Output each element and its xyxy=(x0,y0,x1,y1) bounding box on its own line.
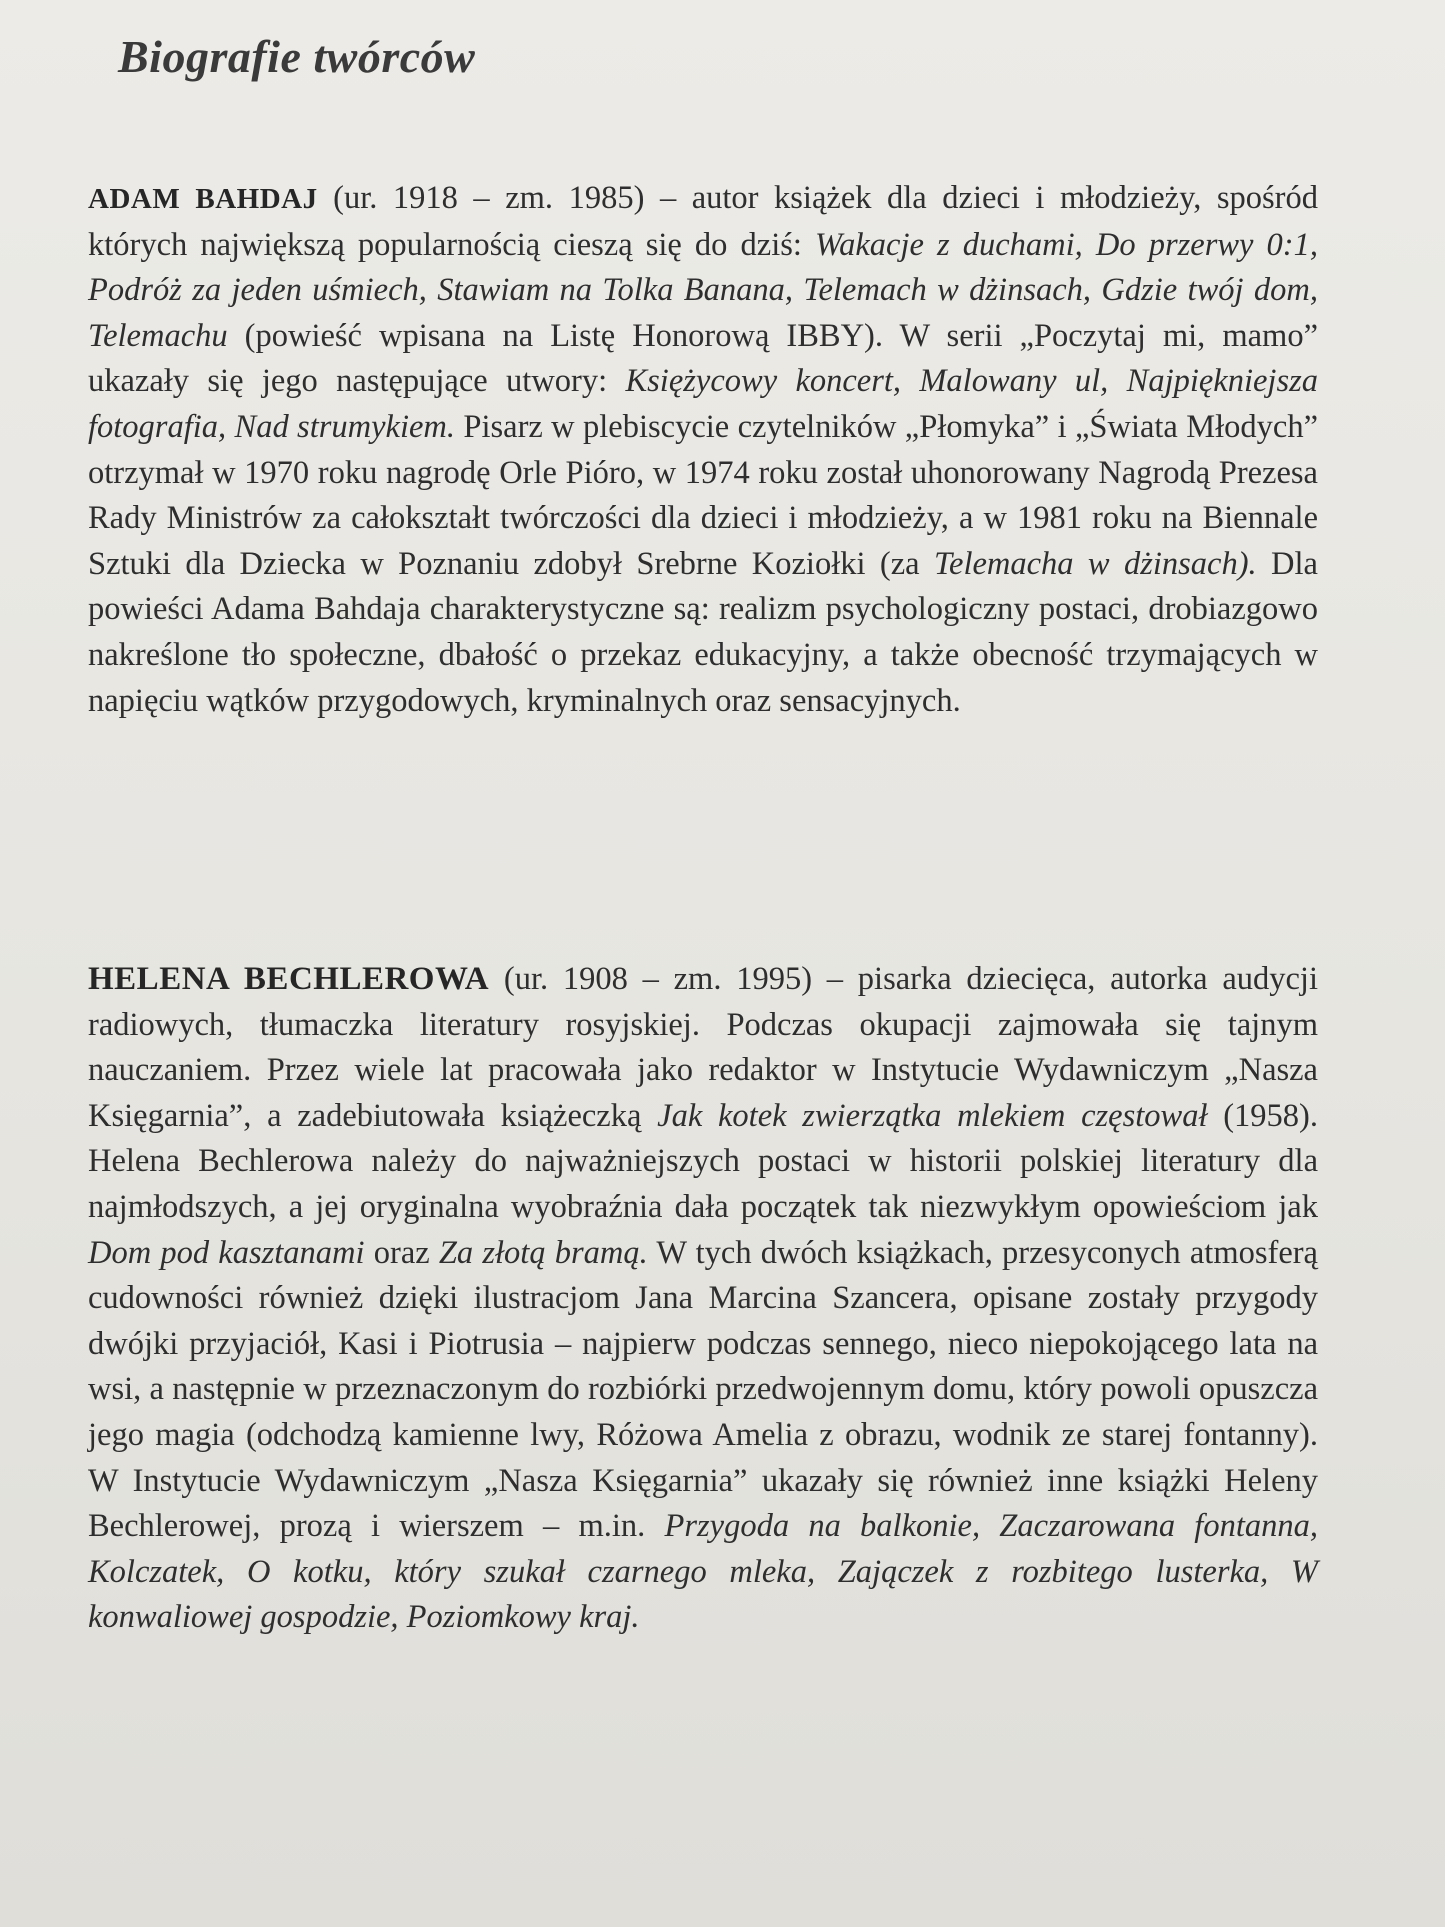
book-titles: Dom pod kasztanami xyxy=(88,1234,365,1271)
book-titles: Za złotą bramą. xyxy=(438,1234,648,1271)
bio-text: (ur. 1918 – zm. 1985) – autor książek dla dzieci i młodzieży, spośród których największą popularnością cieszą się do dziś: xyxy=(88,180,1318,263)
bio-text: (powieść wpisana na Listę Honorową IBBY). W serii „Poczytaj mi, mamo” ukazały się jego następujące utwory: xyxy=(88,317,1318,400)
bio-text: W tych dwóch książkach, przesyconych atmosferą cudowności również dzięki ilustracjom Jana Marcina Szancera, opisane zostały przygody dwójki przyjaciół, Kasi i Piotrusia – najpierw podczas sennego, nieco niepokojącego lata na wsi, a następnie w przeznaczonym do rozbiórki przedwojennym domu, który powoli opuszcza jego magia (odchodzą kamienne lwy, Różowa Amelia z obrazu, wodnik ze starej fontanny). W Instytucie Wydawniczym „Nasza Księgarnia” ukazały się również inne książki Heleny Bechlerowej, prozą i wierszem – m.in. xyxy=(88,1234,1318,1545)
bio-text: Pisarz w plebiscycie czytelników „Płomyka” i „Świata Młodych” otrzymał w 1970 roku nagrodę Orle Pióro, w 1974 roku został uhonorowany Nagrodą Prezesa Rady Ministrów za całokształt twórczości dla dzieci i młodzieży, a w 1981 roku na Biennale Sztuki dla Dziecka w Poznaniu zdobył Srebrne Koziołki (za xyxy=(88,408,1319,582)
book-titles: Księżycowy koncert, Malowany ul, Najpiękniejsza fotografia, Nad strumykiem. xyxy=(88,363,1319,445)
book-titles: Telemacha w dżinsach). xyxy=(933,545,1257,582)
author-name: ADAM BAHDAJ xyxy=(88,183,318,215)
bio-text: oraz xyxy=(364,1234,439,1271)
book-titles: Wakacje z duchami, Do przerwy 0:1, Podróż za jeden uśmiech, Stawiam na Tolka Banana, Telemach w dżinsach, Gdzie twój dom, Telemachu xyxy=(88,226,1318,354)
author-name: HELENA BECHLEROWA xyxy=(88,961,490,997)
page-title: Biografie twórców xyxy=(118,31,476,82)
bio-text: (1958). Helena Bechlerowa należy do najważniejszych postaci w historii polskiej literatury dla najmłodszych, a jej oryginalna wyobraźnia dała początek tak niezwykłym opowieściom jak xyxy=(88,1097,1318,1225)
bio-text: (ur. 1908 – zm. 1995) – pisarka dziecięca, autorka audycji radiowych, tłumaczka literatury rosyjskiej. Podczas okupacji zajmowała się tajnym nauczaniem. Przez wiele lat pracowała jako redaktor w Instytucie Wydawniczym „Nasza Księgarnia”, a zadebiutowała książeczką xyxy=(88,961,1318,1134)
book-titles: Przygoda na balkonie, Zaczarowana fontanna, Kolczatek, O kotku, który szukał czarnego mleka, Zajączek z rozbitego lusterka, W konwaliowej gospodzie, Poziomkowy kraj. xyxy=(88,1508,1318,1636)
biography-paragraph-bechlerowa xyxy=(88,957,1318,1641)
bio-text: Dla powieści Adama Bahdaja charakterystyczne są: realizm psychologiczny postaci, drobiazgowo nakreślone tło społeczne, dbałość o przekaz edukacyjny, a także obecność trzymających w napięciu wątków przygodowych, kryminalnych oraz sensacyjnych. xyxy=(88,545,1318,719)
biography-paragraph-bahdaj xyxy=(88,176,1318,724)
book-titles: Jak kotek zwierzątka mlekiem częstował xyxy=(657,1097,1208,1134)
